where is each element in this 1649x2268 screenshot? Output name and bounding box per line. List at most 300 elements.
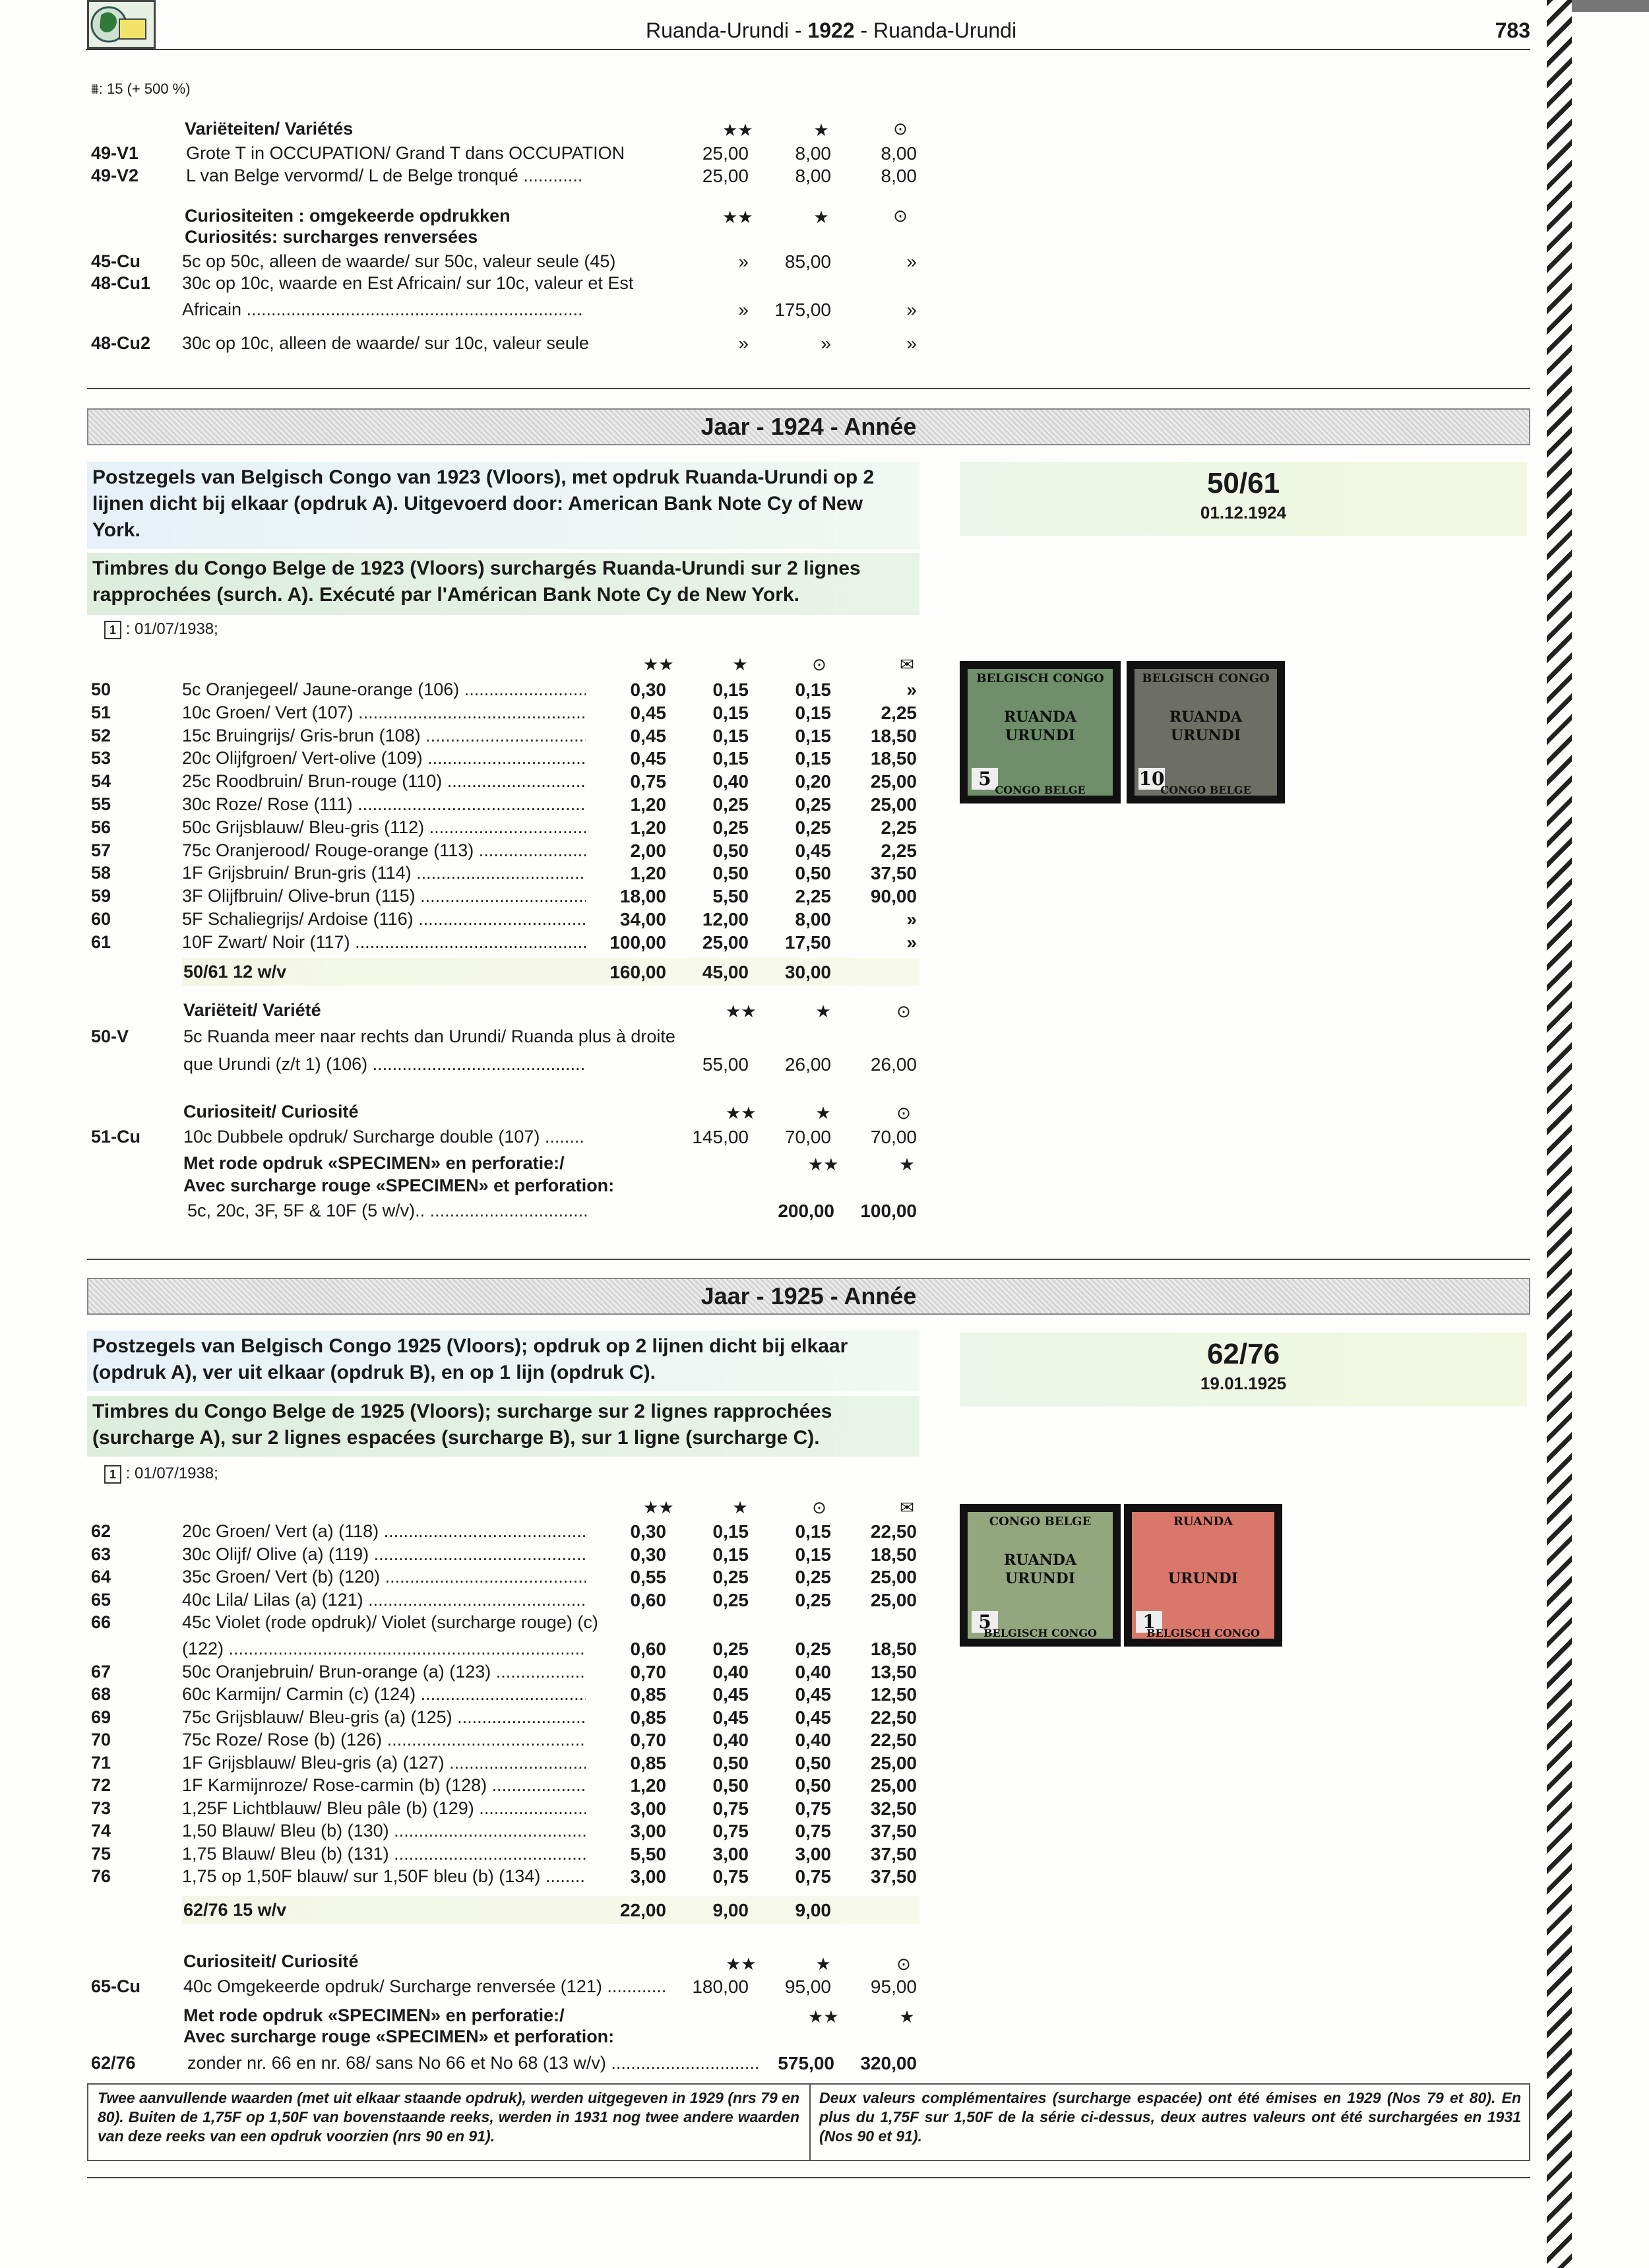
item-description: Grote T in OCCUPATION/ Grand T dans OCCUPATION <box>186 143 625 163</box>
catalogue-number: 68 <box>91 1684 111 1704</box>
price-value: 18,50 <box>870 1544 917 1565</box>
price-value: 3,00 <box>795 1844 831 1864</box>
price-value: 0,85 <box>630 1684 666 1705</box>
item-description-text: 35c Groen/ Vert (b) (120) ..... <box>182 1567 586 1587</box>
item-description <box>182 863 586 883</box>
price-value: 1,20 <box>630 817 666 838</box>
price-value: 0,85 <box>630 1753 666 1773</box>
price-value: 0,15 <box>712 703 749 723</box>
specimen-description <box>187 1201 587 1221</box>
item-description <box>183 1976 668 1997</box>
item-description-text: 40c Lila/ Lilas (a) (121) ..... <box>182 1590 586 1610</box>
price-value: 0,70 <box>630 1662 666 1682</box>
price-value: 18,00 <box>619 886 666 906</box>
hinged-symbol: ★ <box>732 654 748 674</box>
catalogue-number: 51 <box>91 703 111 722</box>
price-value: 70,00 <box>870 1127 917 1147</box>
stamp-overprint-line2: URUNDI <box>1167 1570 1239 1587</box>
used-symbol: ⊙ <box>896 1954 911 1974</box>
price-value: 12,00 <box>702 909 749 929</box>
catalogue-number: 48-Cu1 <box>91 273 151 293</box>
catalogue-number: 60 <box>91 909 111 929</box>
footer-rule <box>87 2177 1530 2178</box>
item-description-cont <box>182 299 584 320</box>
item-description-text: 10c Groen/ Vert (107) ..... <box>182 703 586 722</box>
stamp-top-legend: RUANDA <box>1173 1515 1233 1528</box>
validity-line: 1 : 01/07/1938; <box>104 1465 218 1484</box>
price-value: 8,00 <box>795 166 831 186</box>
item-description-text: 5c, 20c, 3F, 5F & 10F (5 w/v).. ..... <box>187 1201 587 1220</box>
catalogue-number: 64 <box>91 1567 111 1587</box>
set-total-label: 50/61 12 w/v <box>183 962 287 982</box>
price-value: 0,45 <box>795 840 831 861</box>
item-description <box>182 1521 586 1542</box>
price-value: » <box>906 932 917 953</box>
price-value: 0,25 <box>712 1639 749 1659</box>
page-header-title: Ruanda-Urundi - 1922 - Ruanda-Urundi <box>645 18 1017 42</box>
price-value: 0,15 <box>795 1521 831 1542</box>
price-value: 0,15 <box>795 679 831 700</box>
stamp-overprint-line1: RUANDA <box>1003 709 1077 726</box>
price-value: 3,00 <box>712 1844 749 1864</box>
price-value: » <box>738 299 749 320</box>
item-description-text: 40c Omgekeerde opdruk/ Surcharge renversée (121) ..... <box>183 1976 668 1996</box>
price-value: 5,50 <box>630 1844 666 1864</box>
price-value: 0,15 <box>712 748 749 769</box>
item-description <box>182 679 586 700</box>
set-total-value: 22,00 <box>619 1900 666 1920</box>
item-description <box>182 1866 586 1887</box>
item-description: 30c op 10c, alleen de waarde/ sur 10c, valeur seule <box>182 333 589 353</box>
price-value: 145,00 <box>692 1127 749 1147</box>
issue-number: 62/76 <box>1206 1338 1280 1370</box>
price-value: 25,00 <box>870 1753 917 1773</box>
curiosities-heading-fr: Curiosités: surcharges renversées <box>185 227 478 247</box>
used-symbol: ⊙ <box>893 206 908 226</box>
price-value: 17,50 <box>784 932 831 953</box>
description-fr-1925: Timbres du Congo Belge de 1925 (Vloors); surcharge sur 2 lignes rapprochées (surcharge A), sur 2 lignes espacées (surcharge B), sur 1 ligne (surcharge C). <box>87 1396 919 1457</box>
price-value: 0,25 <box>712 1567 749 1587</box>
set-total-value: 45,00 <box>702 962 749 982</box>
price-value: » <box>906 679 917 700</box>
issue-id-box-1925 <box>960 1333 1527 1406</box>
mint-symbol: ★★ <box>643 1497 674 1517</box>
stamp-bottom-legend: CONGO BELGE <box>1160 784 1251 796</box>
price-value: » <box>738 251 749 272</box>
price-value: 0,25 <box>712 817 749 838</box>
price-value: 0,25 <box>795 1590 831 1610</box>
item-description-text: que Urundi (z/t 1) (106) ..... <box>183 1054 584 1074</box>
item-description-text: L van Belge vervormd/ L de Belge tronqué ..... <box>186 166 582 185</box>
price-value: 2,25 <box>881 817 917 838</box>
price-value: 12,50 <box>870 1684 917 1705</box>
stamp-image-1f-1925 <box>1124 1504 1282 1647</box>
page-edge-stripe <box>1547 0 1572 2268</box>
price-value: 0,20 <box>795 771 831 792</box>
section-divider <box>87 388 1530 389</box>
specimen-heading-fr: Avec surcharge rouge «SPECIMEN» et perforation: <box>183 1176 615 1195</box>
stamp-overprint-line1: RUANDA <box>1169 709 1243 726</box>
catalogue-number: 74 <box>91 1821 111 1841</box>
price-value: 2,00 <box>630 840 666 861</box>
item-description <box>182 1730 586 1750</box>
price-value: 3,00 <box>630 1821 666 1841</box>
price-value: 70,00 <box>784 1127 831 1147</box>
item-description-text: 75c Roze/ Rose (b) (126) ..... <box>182 1730 586 1749</box>
price-value: 0,25 <box>795 817 831 838</box>
price-value: 25,00 <box>702 932 749 953</box>
price-value: 2,25 <box>881 703 917 723</box>
price-value: 85,00 <box>784 251 831 272</box>
stamp-value: 5 <box>972 1611 998 1633</box>
cover-symbol: ✉ <box>900 1497 914 1517</box>
stamp-image-5c <box>960 661 1121 803</box>
hinged-symbol: ★ <box>732 1497 748 1517</box>
mint-symbol: ★★ <box>726 1001 757 1021</box>
item-description <box>182 1753 586 1773</box>
price-value: 0,75 <box>795 1866 831 1887</box>
item-description-text: 1F Grijsblauw/ Bleu-gris (a) (127) ..... <box>182 1753 586 1773</box>
used-symbol: ⊙ <box>812 654 826 674</box>
item-description-text: 3F Olijfbruin/ Olive-brun (115) ..... <box>182 886 586 906</box>
price-value: 8,00 <box>795 909 831 929</box>
stamp-top-legend: CONGO BELGE <box>989 1515 1092 1528</box>
price-value: » <box>906 299 917 320</box>
issue-id-box-1924 <box>960 462 1527 536</box>
stamp-overprint-line1: RUANDA <box>1003 1552 1077 1569</box>
price-value: 0,40 <box>712 771 749 792</box>
item-description-text: 1,75 op 1,50F blauw/ sur 1,50F bleu (b) (134) ..... <box>182 1866 586 1886</box>
item-description-text: 50c Grijsblauw/ Bleu-gris (112) ..... <box>182 817 586 837</box>
catalogue-number: 56 <box>91 817 111 837</box>
price-value: 0,45 <box>630 726 666 746</box>
catalogue-number: 59 <box>91 886 111 906</box>
item-description-text: 5F Schaliegrijs/ Ardoise (116) ..... <box>182 909 586 929</box>
price-value: » <box>906 333 917 354</box>
catalogue-number: 61 <box>91 932 111 952</box>
price-value: 37,50 <box>870 1821 917 1841</box>
item-description: 5c op 50c, alleen de waarde/ sur 50c, valeur seule (45) <box>182 251 616 271</box>
price-value: » <box>906 251 917 272</box>
item-description-text: 5c Oranjegeel/ Jaune-orange (106) ..... <box>182 679 586 699</box>
price-value: 0,50 <box>795 1753 831 1773</box>
set-total-value: 9,00 <box>712 1900 749 1920</box>
hinged-symbol: ★ <box>813 207 829 227</box>
item-description: 5c Ruanda meer naar rechts dan Urundi/ Ruanda plus à droite <box>183 1026 675 1046</box>
specimen-description <box>187 2053 760 2073</box>
price-value: 0,50 <box>795 1775 831 1796</box>
used-symbol: ⊙ <box>893 119 908 139</box>
footnote-nl: Twee aanvullende waarden (met uit elkaar staande opdruk), werden uitgegeven in 1929 (nrs 79 en 80). Buiten de 1,75F op 1,50F van bovenstaande reeks, werden in 1931 nog twee andere waarden van deze reeks van een opdruk voorzien (nrs 90 en 91). <box>98 2089 799 2145</box>
price-value: 0,50 <box>712 1753 749 1773</box>
catalogue-number: 51-Cu <box>91 1127 141 1147</box>
price-value: 0,85 <box>630 1707 666 1728</box>
price-value: 0,50 <box>712 863 749 883</box>
page-number: 783 <box>1495 18 1530 42</box>
used-symbol: ⊙ <box>896 1001 911 1021</box>
price-value: 55,00 <box>702 1054 749 1075</box>
item-description-text: 10F Zwart/ Noir (117) ..... <box>182 932 586 952</box>
price-value: 0,15 <box>795 703 831 723</box>
header-rule <box>86 49 1530 50</box>
catalogue-number: 62 <box>91 1521 111 1541</box>
price-value: 25,00 <box>870 1590 917 1610</box>
item-description-text: 1,75 Blauw/ Bleu (b) (131) ..... <box>182 1844 586 1864</box>
used-symbol: ⊙ <box>896 1103 911 1123</box>
item-description <box>182 909 586 929</box>
item-description <box>182 840 586 861</box>
item-description <box>182 726 586 746</box>
price-value: 37,50 <box>870 1866 917 1887</box>
price-value: 25,00 <box>702 166 749 186</box>
price-value: 0,60 <box>630 1639 666 1659</box>
item-description <box>182 1844 586 1864</box>
price-value: 0,50 <box>712 840 749 861</box>
issue-number: 50/61 <box>1206 467 1280 499</box>
mint-symbol: ★★ <box>643 654 674 674</box>
price-value: 32,50 <box>870 1798 917 1819</box>
item-description <box>182 748 586 769</box>
price-value: 25,00 <box>870 794 917 815</box>
item-description <box>182 1590 586 1610</box>
price-value: 0,25 <box>712 794 749 815</box>
catalogue-number: 50 <box>91 679 111 699</box>
price-value: 13,50 <box>870 1662 917 1682</box>
item-description <box>186 166 582 186</box>
price-value: » <box>906 909 917 929</box>
price-value: 0,30 <box>630 679 666 700</box>
price-value: 95,00 <box>870 1976 917 1997</box>
item-description <box>182 1798 586 1819</box>
validity-icon: 1 <box>104 1465 121 1484</box>
catalogue-number: 54 <box>91 771 111 791</box>
price-value: 0,60 <box>630 1590 666 1610</box>
item-description <box>183 1127 584 1147</box>
item-description-text: 20c Olijfgroen/ Vert-olive (109) ..... <box>182 748 586 768</box>
price-value: » <box>738 333 749 354</box>
cover-symbol: ✉ <box>900 654 914 674</box>
item-description: 30c op 10c, waarde en Est Africain/ sur 10c, valeur et Est <box>182 273 634 293</box>
price-value: 0,70 <box>630 1730 666 1750</box>
catalogue-number: 45-Cu <box>91 251 141 271</box>
item-description <box>182 1684 586 1705</box>
hinged-symbol: ★ <box>899 2007 915 2027</box>
stamp-value: 10 <box>1138 768 1165 790</box>
price-value: 1,20 <box>630 1775 666 1796</box>
hinged-symbol: ★ <box>813 120 829 140</box>
price-value: 0,25 <box>712 1590 749 1610</box>
item-description-cont <box>183 1054 584 1075</box>
specimen-heading-nl: Met rode opdruk «SPECIMEN» en perforatie:/ <box>183 2005 565 2025</box>
stamp-bottom-legend: BELGISCH CONGO <box>1146 1627 1260 1639</box>
item-description <box>182 932 586 953</box>
catalogue-number: 75 <box>91 1844 111 1864</box>
price-value: 0,15 <box>712 1544 749 1565</box>
hinged-symbol: ★ <box>815 1954 831 1974</box>
item-description-text: 1F Grijsbruin/ Brun-gris (114) ..... <box>182 863 586 883</box>
price-value: 0,15 <box>795 1544 831 1565</box>
price-value: 0,25 <box>795 794 831 815</box>
price-value: 100,00 <box>860 1201 917 1221</box>
price-value: 0,40 <box>712 1730 749 1750</box>
item-description <box>182 886 586 906</box>
price-value: 37,50 <box>870 1844 917 1864</box>
catalogue-number: 62/76 <box>91 2053 136 2073</box>
mint-symbol: ★★ <box>808 2007 839 2027</box>
catalogue-number: 58 <box>91 863 111 883</box>
mint-symbol: ★★ <box>808 1154 839 1174</box>
price-value: 0,30 <box>630 1521 666 1542</box>
price-value: 175,00 <box>774 299 831 320</box>
used-symbol: ⊙ <box>812 1497 826 1517</box>
catalogue-number: 73 <box>91 1798 111 1818</box>
item-description <box>182 1821 586 1841</box>
description-nl-1924: Postzegels van Belgisch Congo van 1923 (Vloors), met opdruk Ruanda-Urundi op 2 lijnen dicht bij elkaar (opdruk A). Uitgevoerd door: American Bank Note Cy of New York. <box>87 462 919 549</box>
specimen-heading-nl: Met rode opdruk «SPECIMEN» en perforatie:/ <box>183 1153 565 1173</box>
item-description <box>182 1775 586 1796</box>
mint-symbol: ★★ <box>722 207 753 227</box>
section-bar-1924: Jaar - 1924 - Année <box>87 408 1530 445</box>
price-value: 8,00 <box>881 166 917 186</box>
price-value: 25,00 <box>870 1775 917 1796</box>
price-value: 3,00 <box>630 1866 666 1887</box>
price-value: 0,45 <box>712 1707 749 1728</box>
price-value: 100,00 <box>609 932 666 953</box>
section-bar-1925: Jaar - 1925 - Année <box>87 1278 1530 1315</box>
item-description <box>182 1544 586 1565</box>
price-value: 0,15 <box>795 748 831 769</box>
stamp-value: 5 <box>972 768 998 790</box>
item-description-text: 1,25F Lichtblauw/ Bleu pâle (b) (129) ..... <box>182 1798 586 1818</box>
price-value: 0,50 <box>795 863 831 883</box>
stamp-bottom-legend: CONGO BELGE <box>995 784 1086 796</box>
catalogue-number: 48-Cu2 <box>91 333 151 353</box>
price-value: 0,45 <box>630 748 666 769</box>
item-description-text: 20c Groen/ Vert (a) (118) ..... <box>182 1521 586 1541</box>
price-value: 0,75 <box>712 1821 749 1841</box>
catalogue-number: 52 <box>91 726 111 745</box>
catalogue-number: 71 <box>91 1753 111 1773</box>
price-value: 0,40 <box>795 1662 831 1682</box>
price-value: 26,00 <box>870 1054 917 1075</box>
hinged-symbol: ★ <box>815 1001 831 1021</box>
price-value: 320,00 <box>860 2053 917 2073</box>
price-value: 0,75 <box>712 1798 749 1819</box>
item-description-text: 60c Karmijn/ Carmin (c) (124) ..... <box>182 1684 586 1704</box>
validity-icon: 1 <box>104 621 121 639</box>
price-value: 25,00 <box>870 1567 917 1587</box>
footnote-box <box>87 2083 1530 2161</box>
stamp-overprint-line2: URUNDI <box>1005 727 1076 744</box>
varieties-heading: Variëteiten/ Variétés <box>185 119 354 139</box>
stamp-overprint-line2: URUNDI <box>1170 727 1241 744</box>
price-value: 90,00 <box>870 886 917 906</box>
price-value: 22,50 <box>870 1521 917 1542</box>
item-description <box>182 817 586 838</box>
stamp-overprint-line2: URUNDI <box>1005 1570 1076 1587</box>
globe-icon <box>89 2 154 47</box>
price-value: 2,25 <box>881 840 917 861</box>
description-fr-1924: Timbres du Congo Belge de 1923 (Vloors) surchargés Ruanda-Urundi sur 2 lignes rapprochées (surch. A). Exécuté par l'Américan Bank Note Cy de New York. <box>87 553 919 615</box>
catalogue-number: 57 <box>91 840 111 860</box>
item-description <box>182 703 586 723</box>
price-value: 95,00 <box>784 1976 831 1997</box>
price-value: 0,45 <box>712 1684 749 1705</box>
item-description-text: Africain ..... <box>182 299 584 319</box>
price-value: 25,00 <box>702 143 749 164</box>
item-description-text: 10c Dubbele opdruk/ Surcharge double (107) ..... <box>183 1127 584 1147</box>
price-value: 0,50 <box>712 1775 749 1796</box>
catalogue-number: 66 <box>91 1612 111 1632</box>
price-value: 0,25 <box>795 1639 831 1659</box>
price-value: 0,75 <box>795 1798 831 1819</box>
item-description-text: (122) ..... <box>182 1639 586 1658</box>
set-total-value: 160,00 <box>609 962 666 982</box>
price-value: 200,00 <box>778 1201 834 1221</box>
catalogue-number: 53 <box>91 748 111 768</box>
catalogue-number: 65-Cu <box>91 1976 141 1996</box>
stamp-top-legend: BELGISCH CONGO <box>1142 672 1270 685</box>
stamp-bottom-legend: BELGISCH CONGO <box>983 1627 1097 1639</box>
specimen-heading-fr: Avec surcharge rouge «SPECIMEN» et perforation: <box>183 2027 615 2046</box>
price-value: 575,00 <box>778 2053 834 2073</box>
set-total-label: 62/76 15 w/v <box>183 1900 287 1920</box>
catalogue-number: 69 <box>91 1707 111 1727</box>
catalogue-number: 49-V2 <box>91 166 139 185</box>
hinged-symbol: ★ <box>815 1103 831 1123</box>
price-value: 0,40 <box>712 1662 749 1682</box>
validity-line: 1 : 01/07/1938; <box>104 620 218 639</box>
price-value: 1,20 <box>630 863 666 883</box>
mint-symbol: ★★ <box>726 1103 757 1123</box>
price-value: 0,40 <box>795 1730 831 1750</box>
item-description <box>182 1662 586 1682</box>
set-total-value: 30,00 <box>784 962 831 982</box>
price-value: 18,50 <box>870 748 917 769</box>
price-value: 8,00 <box>795 143 831 164</box>
item-description-text: 75c Grijsblauw/ Bleu-gris (a) (125) ..... <box>182 1707 586 1727</box>
price-value: 22,50 <box>870 1730 917 1750</box>
stamp-value: 1 <box>1136 1611 1162 1633</box>
item-description-text: 30c Olijf/ Olive (a) (119) ..... <box>182 1544 586 1564</box>
catalogue-number: 65 <box>91 1590 111 1610</box>
publisher-logo <box>87 0 156 49</box>
mint-symbol: ★★ <box>722 120 753 140</box>
catalogue-number: 50-V <box>91 1026 129 1046</box>
catalogue-number: 63 <box>91 1544 111 1564</box>
price-value: 0,45 <box>630 703 666 723</box>
item-description <box>182 1707 586 1728</box>
set-total-value: 9,00 <box>795 1900 831 1920</box>
price-value: 5,50 <box>712 886 749 906</box>
price-value: 0,25 <box>795 1567 831 1587</box>
catalogue-number: 72 <box>91 1775 111 1795</box>
price-value: 26,00 <box>784 1054 831 1075</box>
curiosity-heading: Curiositeit/ Curiosité <box>183 1102 359 1121</box>
price-value: 0,75 <box>712 1866 749 1887</box>
price-value: 2,25 <box>795 886 831 906</box>
price-value: 8,00 <box>881 143 917 164</box>
item-description-text: 15c Bruingrijs/ Gris-brun (108) ..... <box>182 726 586 745</box>
price-value: 0,75 <box>795 1821 831 1841</box>
stamp-image-5c-1925 <box>960 1504 1121 1647</box>
description-nl-1925: Postzegels van Belgisch Congo 1925 (Vloors); opdruk op 2 lijnen dicht bij elkaar (opdruk A), ver uit elkaar (opdruk B), en op 1 lijn (opdruk C). <box>87 1331 919 1391</box>
stamp-image-10c <box>1127 661 1285 803</box>
item-description-text: 30c Roze/ Rose (111) ..... <box>182 794 586 814</box>
stamp-top-legend: BELGISCH CONGO <box>976 672 1104 685</box>
item-description-text: 1,50 Blauw/ Bleu (b) (130) ..... <box>182 1821 586 1841</box>
mint-symbol: ★★ <box>726 1954 757 1974</box>
